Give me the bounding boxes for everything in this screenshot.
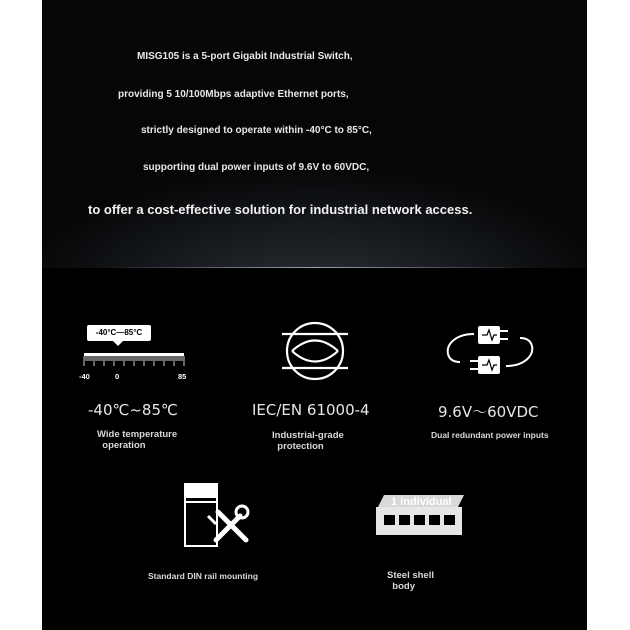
power-caption: Dual redundant power inputs xyxy=(431,430,549,440)
temperature-range-label: -40°C—85°C xyxy=(87,325,151,341)
din-rail-tools-icon xyxy=(182,482,252,548)
emc-shield-icon xyxy=(282,318,348,384)
intro-line-1: MISG105 is a 5-port Gigabit Industrial Switch, xyxy=(137,51,353,62)
tick-zero: 0 xyxy=(115,372,120,381)
intro-line-5: to offer a cost-effective solution for industrial network access. xyxy=(88,202,473,217)
shell-overlay-text: 1 individual xyxy=(391,496,452,508)
dual-power-plug-icon xyxy=(444,322,536,380)
emc-caption: Industrial-grade protection xyxy=(272,430,344,452)
intro-line-2: providing 5 10/100Mbps adaptive Ethernet ports, xyxy=(118,89,349,100)
thermometer-scale-icon xyxy=(82,350,186,370)
din-caption: Standard DIN rail mounting xyxy=(148,571,259,581)
section-divider xyxy=(102,267,527,268)
temperature-value: -40℃~85℃ xyxy=(88,401,178,419)
emc-value: IEC/EN 61000-4 xyxy=(252,401,370,419)
power-value: 9.6V～60VDC xyxy=(438,403,539,421)
intro-line-3: strictly designed to operate within -40°C to 85°C, xyxy=(141,125,372,136)
temperature-caption: Wide temperature operation xyxy=(97,429,178,451)
shell-caption: Steel shell body xyxy=(387,570,434,592)
intro-line-4: supporting dual power inputs of 9.6V to 60VDC, xyxy=(143,162,370,173)
product-panel xyxy=(42,0,587,630)
tick-max: 85 xyxy=(178,372,187,381)
tick-min: -40 xyxy=(79,372,90,381)
